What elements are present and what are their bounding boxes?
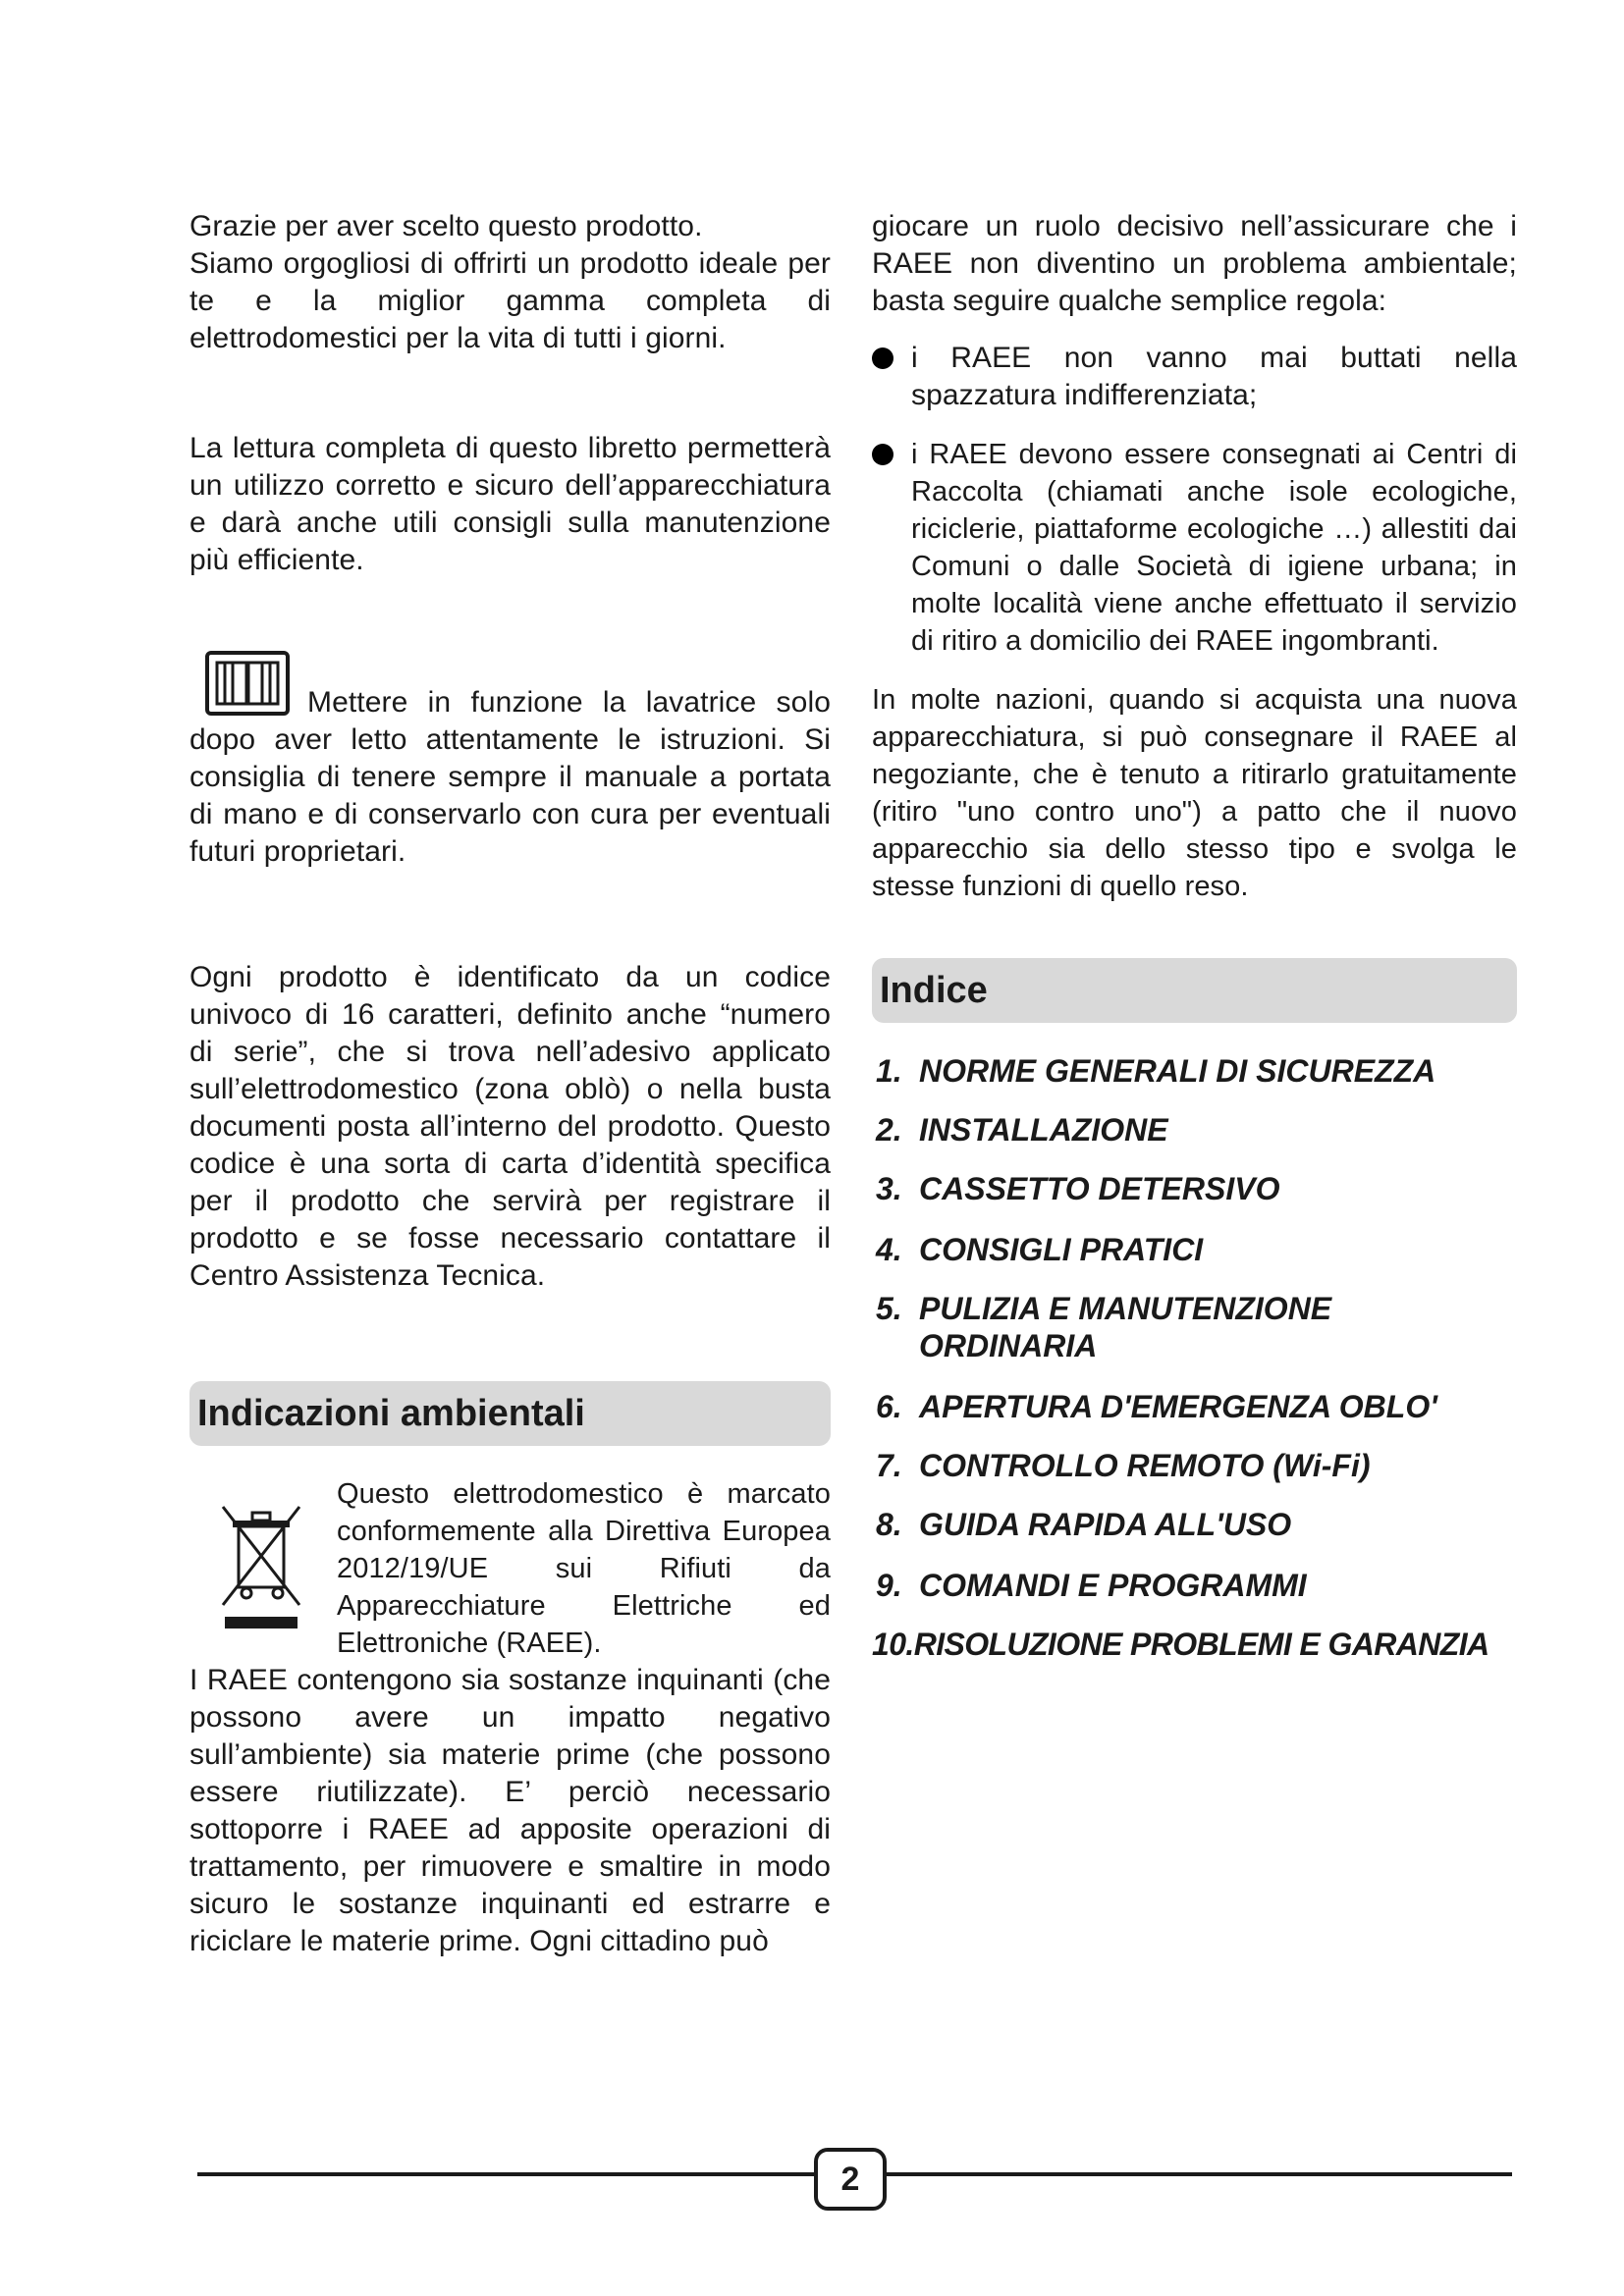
table-of-contents	[872, 1052, 1517, 1663]
serial-paragraph: Ogni prodotto è identificato da un codice univoco di 16 caratteri, definito anche “numero di serie”, che si trova nell’adesivo applicato sull’elettrodomestico (zona oblò) o nella busta documenti posta all’interno del prodotto. Questo codice è una sorta di carta d’identità specifica per il prodotto che servirà per registrare il prodotto e se fosse necessario contattare il Centro Assistenza Tecnica.	[189, 961, 831, 1292]
bullet-item	[872, 436, 1517, 660]
reading-paragraph: La lettura completa di questo libretto permetterà un utilizzo corretto e sicuro dell’apparecchiatura e darà anche utili consigli sulla manutenzione più efficiente.	[189, 432, 831, 576]
toc-number: 5.	[876, 1291, 902, 1326]
toc-number: 7.	[876, 1448, 902, 1483]
book-icon	[203, 649, 292, 722]
manual-note: Mettere in funzione la lavatrice solo dopo aver letto attentamente le istruzioni. Si consiglia di tenere sempre il manuale a portata di mano e di conservarlo con cura per eventuali futuri proprietari.	[189, 686, 831, 868]
weee-text: I RAEE contengono sia sostanze inquinanti (che possono avere un impatto negativo sull’ambiente) sia materie prime (che possono essere riutilizzate). E’ perciò necessario sottoporre i RAEE ad apposite operazioni di trattamento, per rimuovere e smaltire in modo sicuro le sostanze inquinanti ed estrarre e riciclare le materie prime. Ogni cittadino può	[189, 1664, 831, 1957]
manual-note-block	[189, 684, 831, 871]
toc-number: 6.	[876, 1389, 902, 1424]
toc-label: PULIZIA E MANUTENZIONE ORDINARIA	[919, 1291, 1332, 1363]
toc-label: APERTURA D'EMERGENZA OBLO'	[919, 1389, 1437, 1424]
bullet-dot-icon	[872, 347, 893, 369]
toc-label: CONSIGLI PRATICI	[919, 1232, 1204, 1267]
toc-item[interactable]	[872, 1170, 1517, 1207]
toc-number: 3.	[876, 1171, 902, 1206]
toc-item[interactable]	[872, 1231, 1517, 1268]
toc-item[interactable]	[872, 1626, 1517, 1663]
footer-rule-right	[887, 2172, 1512, 2176]
weee-marking: Questo elettrodomestico è marcato conformemente alla Direttiva Europea 2012/19/UE sui Rifiuti da Apparecchiature Elettriche ed Elettroniche (RAEE).	[337, 1478, 831, 1659]
toc-number: 9.	[876, 1568, 902, 1603]
footer-rule-left	[197, 2172, 814, 2176]
toc-number: 8.	[876, 1507, 902, 1542]
toc-item[interactable]	[872, 1290, 1517, 1364]
toc-label: NORME GENERALI DI SICUREZZA	[919, 1053, 1436, 1089]
nations-paragraph: In molte nazioni, quando si acquista una nuova apparecchiatura, si può consegnare il RAEE al negoziante, che è tenuto a ritirarlo gratuitamente (ritiro "uno contro uno") a patto che il nuovo apparecchio sia dello stesso tipo e svolga le stesse funzioni di quello reso.	[872, 684, 1517, 902]
left-column	[189, 208, 831, 1960]
bullet-text: i RAEE non vanno mai buttati nella spazzatura indifferenziata;	[911, 342, 1517, 411]
intro-paragraph: Siamo orgogliosi di offrirti un prodotto ideale per te e la miglior gamma completa di elettrodomestici per la vita di tutti i giorni.	[189, 247, 831, 354]
toc-label: GUIDA RAPIDA ALL'USO	[919, 1507, 1292, 1542]
toc-item[interactable]	[872, 1388, 1517, 1425]
index-heading: Indice	[872, 958, 1517, 1023]
weee-bin-icon	[217, 1503, 305, 1635]
toc-label: CONTROLLO REMOTO (Wi-Fi)	[919, 1448, 1371, 1483]
toc-label: CASSETTO DETERSIVO	[919, 1171, 1280, 1206]
toc-number: 2.	[876, 1112, 902, 1148]
weee-block	[189, 1475, 831, 1662]
bullet-text: i RAEE devono essere consegnati ai Centri di Raccolta (chiamati anche isole ecologiche, riciclerie, piattaforme ecologiche …) allestiti dai Comuni o dalle Società di igiene urbana; in molte località viene anche effettuato il servizio di ritiro a domicilio dei RAEE ingombranti.	[911, 439, 1517, 657]
toc-number: 10.	[872, 1627, 914, 1662]
bullet-item	[872, 340, 1517, 414]
toc-item[interactable]	[872, 1506, 1517, 1543]
page-number: 2	[814, 2148, 887, 2211]
right-column	[872, 208, 1517, 1663]
env-heading: Indicazioni ambientali	[189, 1381, 831, 1446]
toc-label: COMANDI E PROGRAMMI	[919, 1568, 1307, 1603]
toc-item[interactable]	[872, 1567, 1517, 1604]
continue-paragraph: giocare un ruolo decisivo nell’assicurare che i RAEE non diventino un problema ambientale; basta seguire qualche semplice regola:	[872, 210, 1517, 317]
toc-item[interactable]	[872, 1052, 1517, 1090]
toc-number: 4.	[876, 1232, 902, 1267]
intro-line: Grazie per aver scelto questo prodotto.	[189, 210, 703, 242]
toc-item[interactable]	[872, 1447, 1517, 1484]
bullet-dot-icon	[872, 444, 893, 465]
toc-label: RISOLUZIONE PROBLEMI E GARANZIA	[913, 1627, 1489, 1662]
toc-number: 1.	[876, 1053, 902, 1089]
toc-label: INSTALLAZIONE	[919, 1112, 1168, 1148]
toc-item[interactable]	[872, 1111, 1517, 1148]
